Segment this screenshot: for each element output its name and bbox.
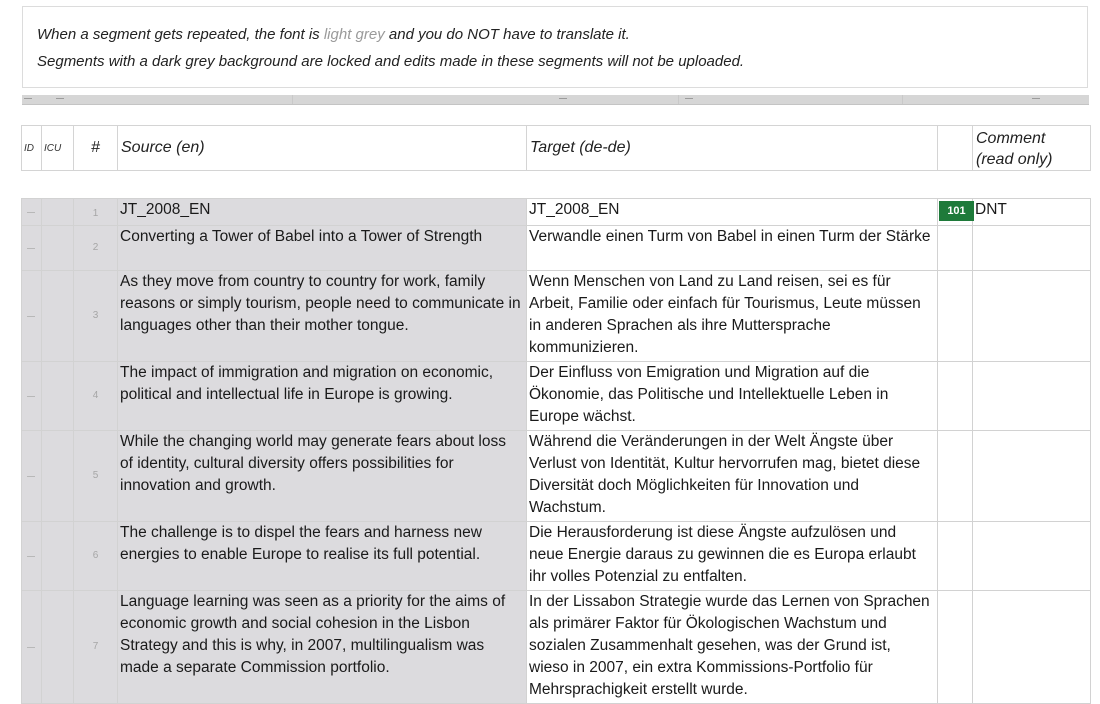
header-segment-number[interactable]: # [74, 126, 118, 171]
resize-handle[interactable] [559, 98, 567, 99]
header-icu[interactable]: ICU [42, 126, 74, 171]
comment-cell [973, 271, 1091, 362]
id-dash [27, 316, 35, 317]
resize-handle[interactable] [56, 98, 64, 99]
id-dash [27, 396, 35, 397]
comment-text [974, 593, 975, 610]
target-text[interactable]: Die Herausforderung ist diese Ängste aufzulösen und neue Energie daraus zu gewinnen die es Europa erlaubt ihr volles Potenzial zu entfalten. [527, 522, 938, 591]
segment-icu-cell [42, 226, 74, 271]
resize-handle[interactable] [1032, 98, 1040, 99]
header-comment[interactable] [973, 126, 1091, 171]
source-text: While the changing world may generate fears about loss of identity, cultural diversity offers possibilities for innovation and growth. [118, 431, 527, 522]
source-text: Language learning was seen as a priority for the aims of economic growth and social cohesion in the Lisbon Strategy and this is why, in 2007, multilingualism was made a separate Commission portfolio. [118, 591, 527, 704]
match-cell [938, 362, 973, 431]
header-comment-title: Comment [976, 129, 1046, 147]
segment-row[interactable] [22, 199, 1091, 226]
header-id[interactable]: ID [22, 126, 42, 171]
target-text[interactable]: Verwandle einen Turm von Babel in einen Turm der Stärke [527, 226, 938, 271]
source-text: Converting a Tower of Babel into a Tower of Strength [118, 226, 527, 271]
header-comment-subtitle: (read only) [976, 150, 1053, 168]
segment-table [21, 198, 1091, 704]
match-cell [938, 226, 973, 271]
source-text: The impact of immigration and migration on economic, political and intellectual life in Europe is growing. [118, 362, 527, 431]
segment-id-cell [22, 271, 42, 362]
segment-row[interactable] [22, 431, 1091, 522]
segment-row[interactable] [22, 271, 1091, 362]
id-dash [27, 647, 35, 648]
segment-number: 5 [74, 431, 118, 522]
segment-row[interactable] [22, 362, 1091, 431]
segment-row[interactable] [22, 226, 1091, 271]
source-text: The challenge is to dispel the fears and harness new energies to enable Europe to realise its full potential. [118, 522, 527, 591]
column-separator [292, 95, 293, 104]
id-dash [27, 476, 35, 477]
comment-cell [973, 226, 1091, 271]
segment-row[interactable] [22, 522, 1091, 591]
instructions-text: When a segment gets repeated, the font is [37, 26, 324, 43]
comment-cell [973, 199, 1091, 226]
comment-cell [973, 362, 1091, 431]
id-dash [27, 556, 35, 557]
segment-icu-cell [42, 362, 74, 431]
segment-id-cell [22, 431, 42, 522]
column-separator [678, 95, 679, 104]
match-cell [938, 199, 973, 226]
source-text: As they move from country to country for work, family reasons or simply tourism, people need to communicate in languages other than their mother tongue. [118, 271, 527, 362]
column-separator [902, 95, 903, 104]
segment-number: 4 [74, 362, 118, 431]
resize-handle[interactable] [685, 98, 693, 99]
comment-text [974, 524, 975, 541]
instructions-line-2: Segments with a dark grey background are locked and edits made in these segments will not be uploaded. [37, 53, 745, 70]
comment-cell [973, 431, 1091, 522]
source-text: JT_2008_EN [118, 199, 527, 226]
target-text[interactable]: JT_2008_EN [527, 199, 938, 226]
target-text[interactable]: Während die Veränderungen in der Welt Ängste über Verlust von Identität, Kultur hervorrufen mag, bietet diese Diversität doch Möglichkeiten für Innovation und Wachstum. [527, 431, 938, 522]
instructions-line-1 [37, 21, 1073, 48]
instructions-text: and you do NOT have to translate it. [384, 26, 630, 43]
segment-icu-cell [42, 522, 74, 591]
segment-number: 6 [74, 522, 118, 591]
segment-icu-cell [42, 431, 74, 522]
target-text[interactable]: In der Lissabon Strategie wurde das Lernen von Sprachen als primärer Faktor für Ökologischen Wachstum und sozialen Zusammenhalt gesehen, was der Grund ist, wieso in 2007, ein extra Kommissions-Portfolio für Mehrsprachigkeit erstellt wurde. [527, 591, 938, 704]
comment-text [974, 273, 975, 290]
match-cell [938, 431, 973, 522]
match-cell [938, 271, 973, 362]
segment-id-cell [22, 362, 42, 431]
segment-icu-cell [42, 199, 74, 226]
instructions-panel [22, 6, 1088, 88]
light-grey-example: light grey [323, 26, 385, 43]
comment-cell [973, 522, 1091, 591]
comment-text: DNT [975, 201, 1007, 218]
segment-id-cell [22, 199, 42, 226]
column-resize-strip[interactable] [22, 95, 1089, 105]
id-dash [27, 248, 35, 249]
comment-text [974, 433, 975, 450]
match-cell [938, 522, 973, 591]
header-match [938, 126, 973, 171]
segment-id-cell [22, 522, 42, 591]
comment-text [974, 364, 975, 381]
resize-handle[interactable] [24, 98, 32, 99]
segment-number: 2 [74, 226, 118, 271]
comment-text [974, 228, 975, 245]
header-source[interactable]: Source (en) [118, 126, 527, 171]
segment-number: 1 [74, 199, 118, 226]
match-badge: 101 [939, 201, 974, 221]
column-header [21, 125, 1091, 171]
segment-icu-cell [42, 271, 74, 362]
header-target[interactable]: Target (de-de) [527, 126, 938, 171]
target-text[interactable]: Wenn Menschen von Land zu Land reisen, sei es für Arbeit, Familie oder einfach für Tourismus, Leute müssen in anderen Sprachen als ihre Muttersprache kommunizieren. [527, 271, 938, 362]
segment-number: 7 [74, 591, 118, 704]
segment-id-cell [22, 226, 42, 271]
segment-number: 3 [74, 271, 118, 362]
target-text[interactable]: Der Einfluss von Emigration und Migration auf die Ökonomie, das Politische und Intellektuelle Leben in Europe wächst. [527, 362, 938, 431]
id-dash [27, 212, 35, 213]
